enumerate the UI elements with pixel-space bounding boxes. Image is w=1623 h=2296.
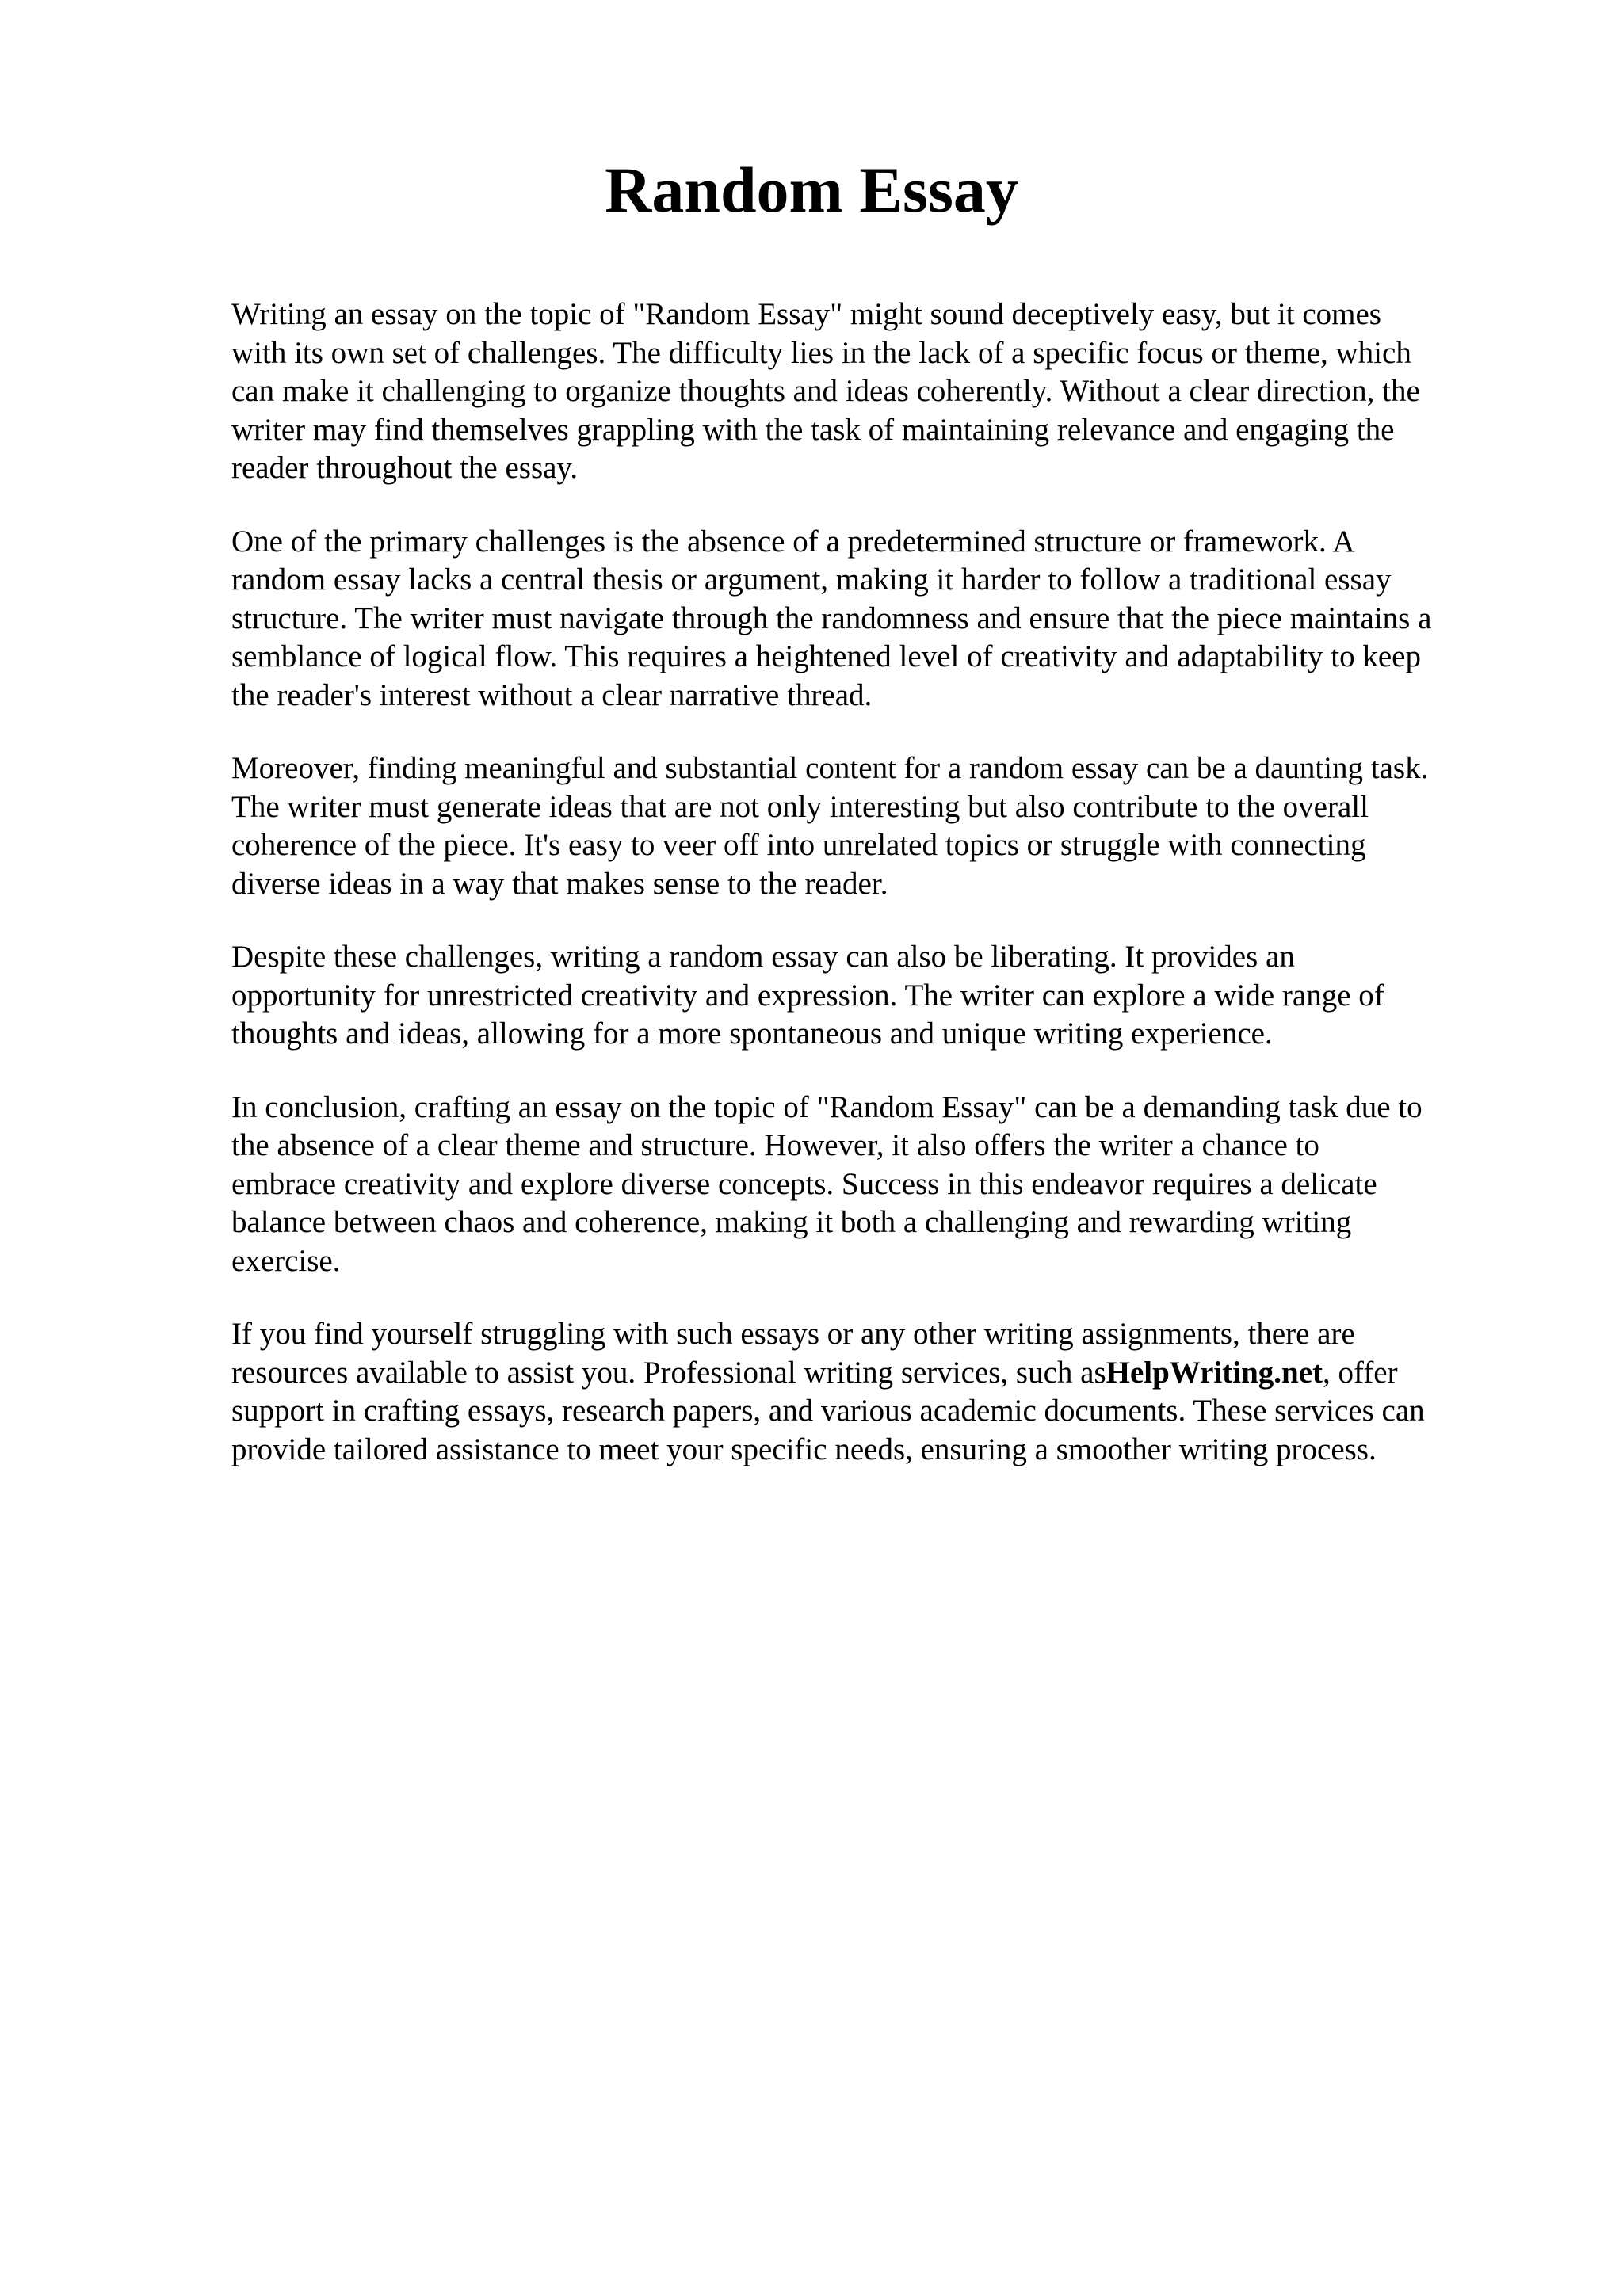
text-line: random essay lacks a central thesis or argument, making it harder to follow a traditional essay: [231, 563, 1392, 597]
text-line: the reader's interest without a clear narrative thread.: [231, 677, 873, 712]
text-line: support in crafting essays, research papers, and various academic documents. These services can: [231, 1394, 1425, 1428]
text-line: Writing an essay on the topic of "Random Essay" might sound deceptively easy, but it comes: [231, 297, 1381, 331]
text-line: The writer must generate ideas that are not only interesting but also contribute to the overall: [231, 789, 1369, 824]
paragraph-6: [231, 1315, 1515, 1469]
text-line: thoughts and ideas, allowing for a more spontaneous and unique writing experience.: [231, 1016, 1273, 1051]
text-line: If you find yourself struggling with such essays or any other writing assignments, there are: [231, 1317, 1355, 1351]
text-line: writer may find themselves grappling with the task of maintaining relevance and engaging the: [231, 412, 1395, 447]
text-line: semblance of logical flow. This requires a heightened level of creativity and adaptability to keep: [231, 639, 1421, 673]
text-segment: resources available to assist you. Professional writing services, such as: [231, 1355, 1106, 1390]
text-line: with its own set of challenges. The difficulty lies in the lack of a specific focus or theme, which: [231, 335, 1411, 370]
text-line: Moreover, finding meaningful and substantial content for a random essay can be a daunting task.: [231, 751, 1429, 785]
text-line: provide tailored assistance to meet your specific needs, ensuring a smoother writing process.: [231, 1432, 1377, 1466]
text-line: embrace creativity and explore diverse concepts. Success in this endeavor requires a delicate: [231, 1166, 1377, 1201]
paragraph-1: [231, 296, 1515, 488]
text-line: structure. The writer must navigate through the randomness and ensure that the piece maintains a: [231, 601, 1432, 635]
text-line: opportunity for unrestricted creativity and expression. The writer can explore a wide range of: [231, 978, 1384, 1013]
text-line: diverse ideas in a way that makes sense to the reader.: [231, 866, 888, 901]
text-line: In conclusion, crafting an essay on the topic of "Random Essay" can be a demanding task due to: [231, 1089, 1423, 1124]
text-line: reader throughout the essay.: [231, 451, 579, 485]
text-line: Despite these challenges, writing a random essay can also be liberating. It provides an: [231, 940, 1295, 974]
text-line: the absence of a clear theme and structure. However, it also offers the writer a chance to: [231, 1128, 1319, 1162]
text-line: coherence of the piece. It's easy to veer off into unrelated topics or struggle with connecting: [231, 828, 1366, 862]
document-title: Random Essay: [605, 154, 1018, 226]
paragraph-3: [231, 749, 1515, 903]
document-body: [231, 296, 1515, 1504]
text-line: exercise.: [231, 1243, 341, 1278]
paragraph-2: [231, 523, 1515, 715]
paragraph-5: [231, 1089, 1515, 1281]
text-line: balance between chaos and coherence, making it both a challenging and rewarding writing: [231, 1205, 1352, 1239]
text-line: One of the primary challenges is the absence of a predetermined structure or framework. A: [231, 524, 1355, 559]
text-line: can make it challenging to organize thoughts and ideas coherently. Without a clear direction, the: [231, 374, 1420, 408]
text-segment: , offer: [1323, 1355, 1398, 1390]
paragraph-4: [231, 938, 1515, 1054]
helpwriting-link[interactable]: HelpWriting.net: [1106, 1355, 1323, 1390]
text-line-with-link: [231, 1354, 1515, 1393]
